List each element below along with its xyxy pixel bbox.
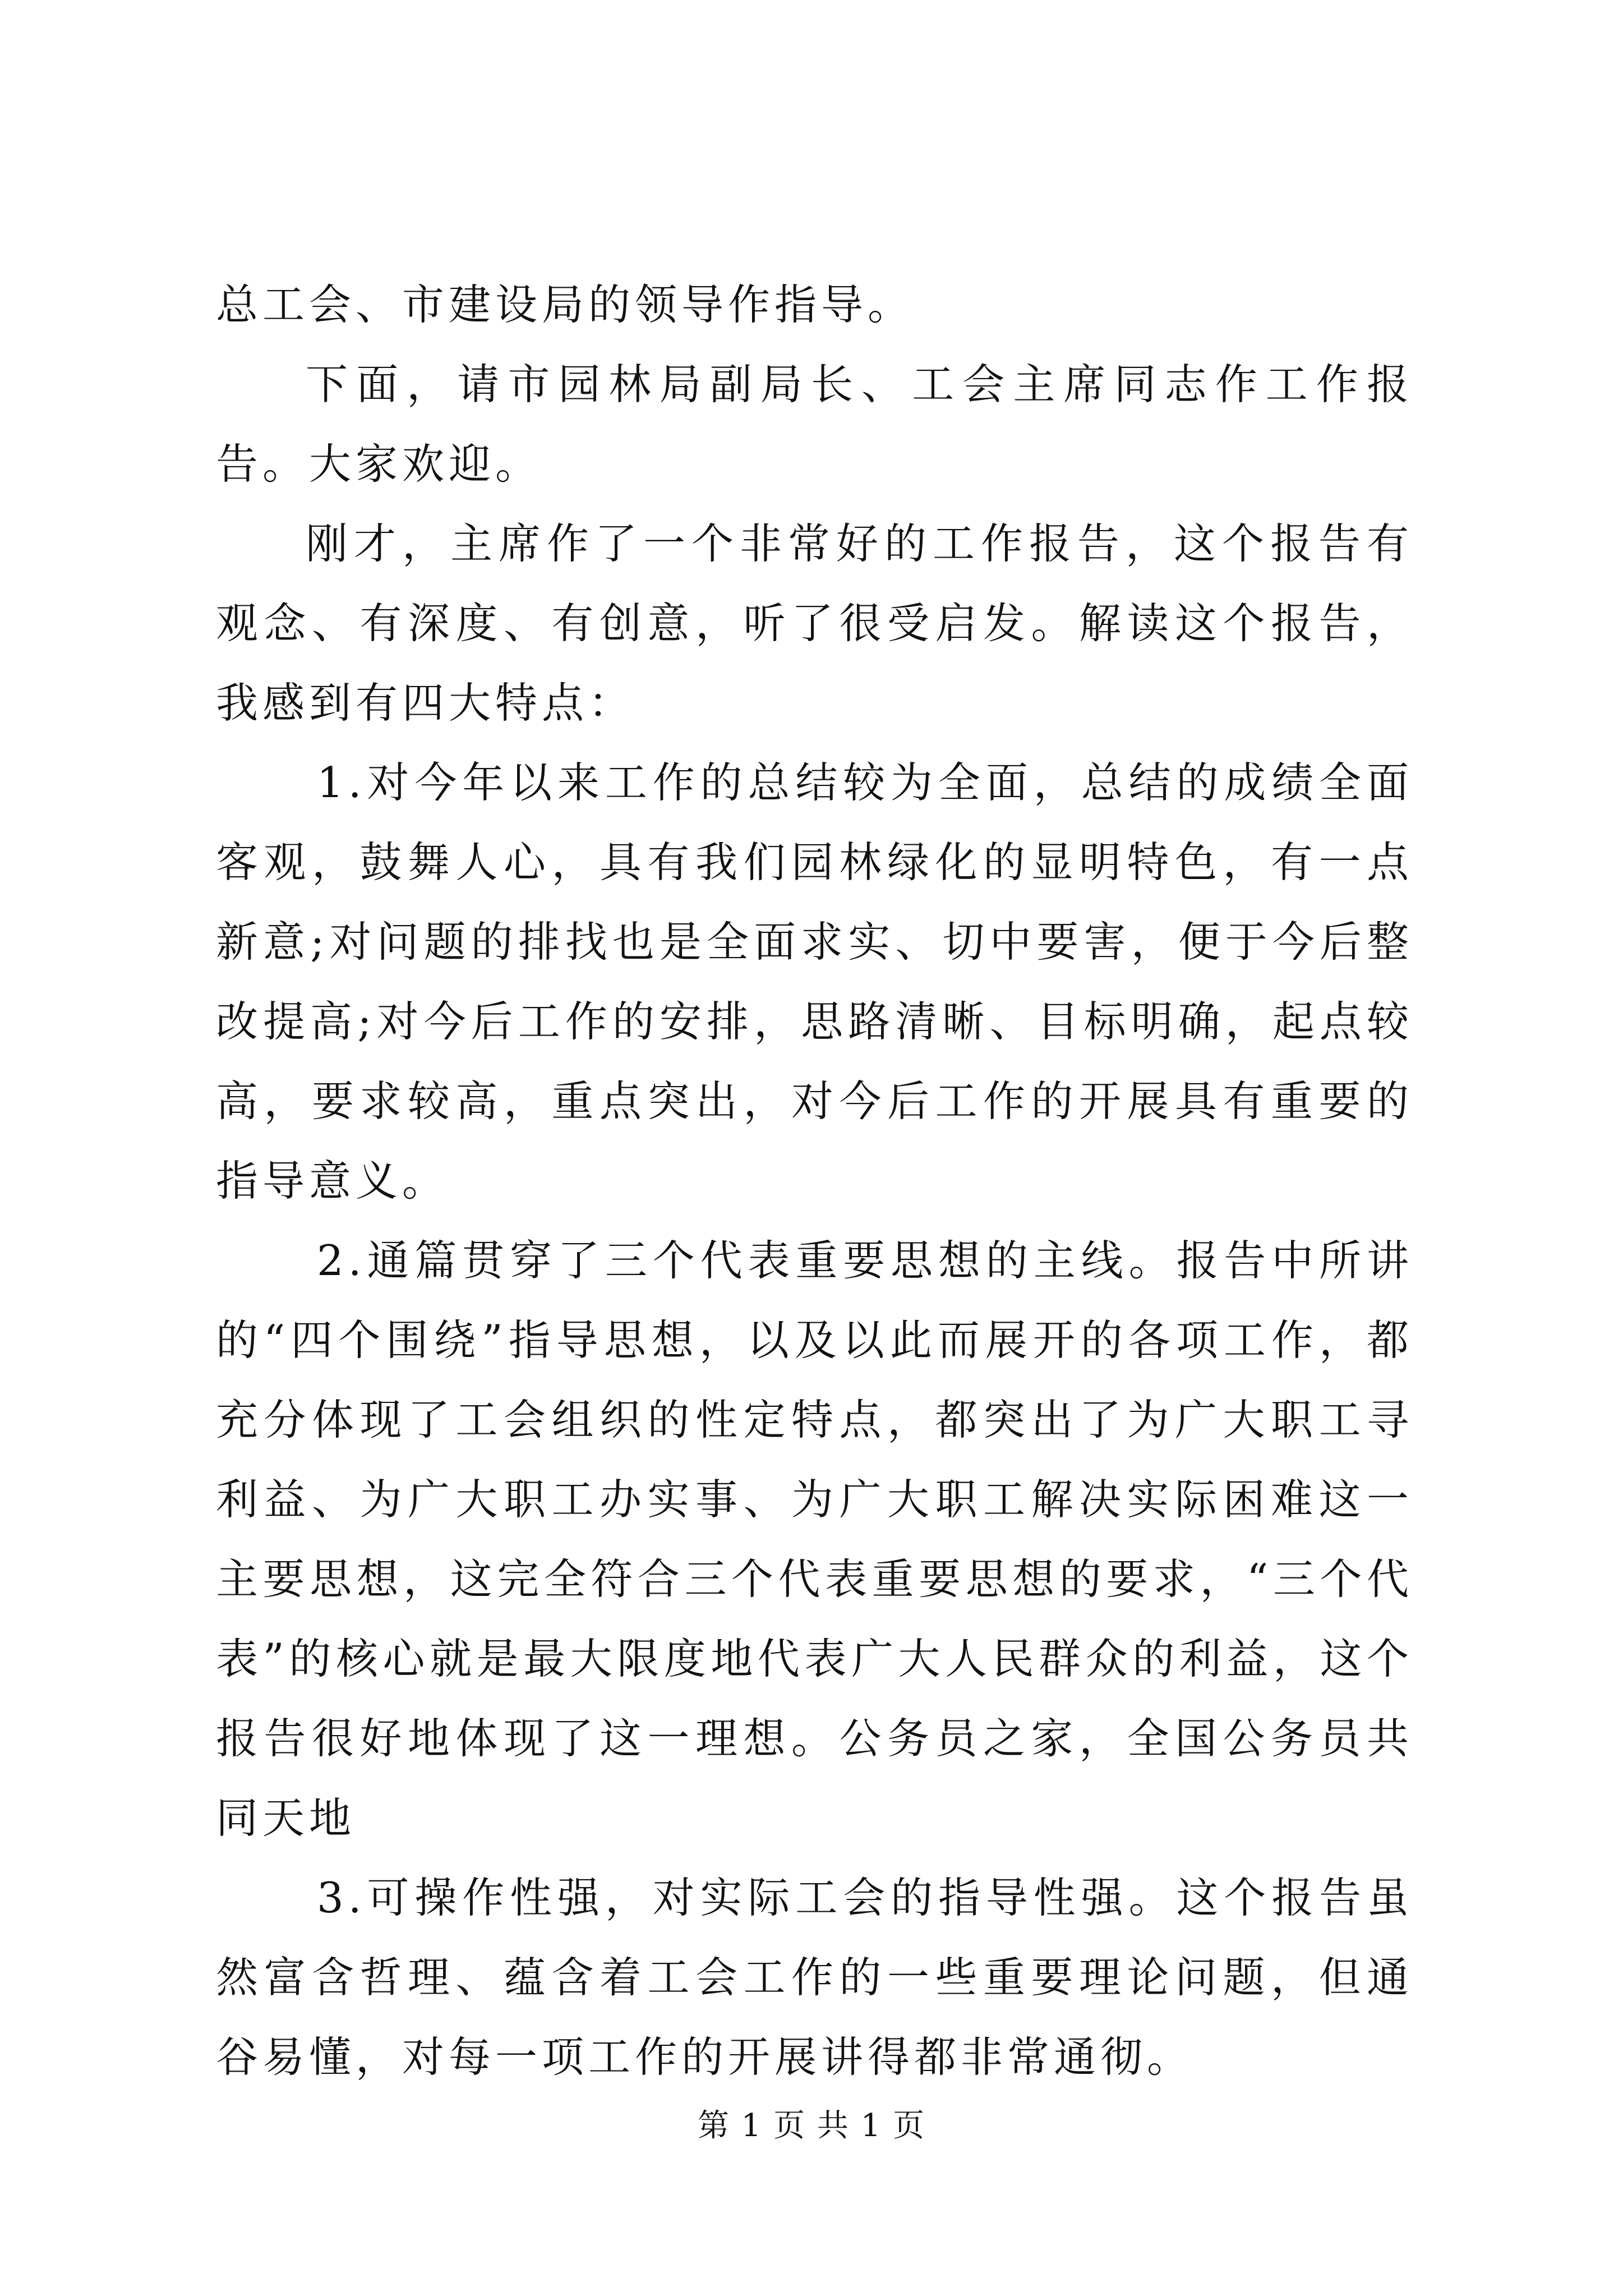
paragraph-point-2: 2.通篇贯穿了三个代表重要思想的主线。报告中所讲的“四个围绕”指导思想，以及以此而展开的各项工作，都充分体现了工会组织的性定特点，都突出了为广大职工寻利益、为广大职工办实事、为广大职工解决实际困难这一主要思想，这完全符合三个代表重要思想的要求，“三个代表”的核心就是最大限度地代表广大人民群众的利益，这个报告很好地体现了这一理想。公务员之家，全国公务员共同天地 [216, 1236, 1413, 1843]
paragraph-point-1: 1.对今年以来工作的总结较为全面，总结的成绩全面客观，鼓舞人心，具有我们园林绿化的显明特色，有一点新意;对问题的排找也是全面求实、切中要害，便于今后整改提高;对今后工作的安排，思路清晰、目标明确，起点较高，要求较高，重点突出，对今后工作的开展具有重要的指导意义。 [216, 758, 1413, 1205]
paragraph-comment: 刚才，主席作了一个非常好的工作报告，这个报告有观念、有深度、有创意，听了很受启发。解读这个报告，我感到有四大特点： [216, 519, 1413, 728]
paragraph-point-3: 3.可操作性强，对实际工会的指导性强。这个报告虽然富含哲理、蕴含着工会工作的一些重要理论问题，但通谷易懂，对每一项工作的开展讲得都非常通彻。 [216, 1873, 1413, 2082]
page-number-label: 第 1 页 共 1 页 [697, 2108, 926, 2144]
document-body [216, 265, 1413, 2097]
page-footer [0, 2106, 1623, 2146]
paragraph-introduction: 下面，请市园林局副局长、工会主席同志作工作报告。大家欢迎。 [216, 360, 1413, 489]
paragraph-continuation: 总工会、市建设局的领导作指导。 [216, 280, 915, 329]
